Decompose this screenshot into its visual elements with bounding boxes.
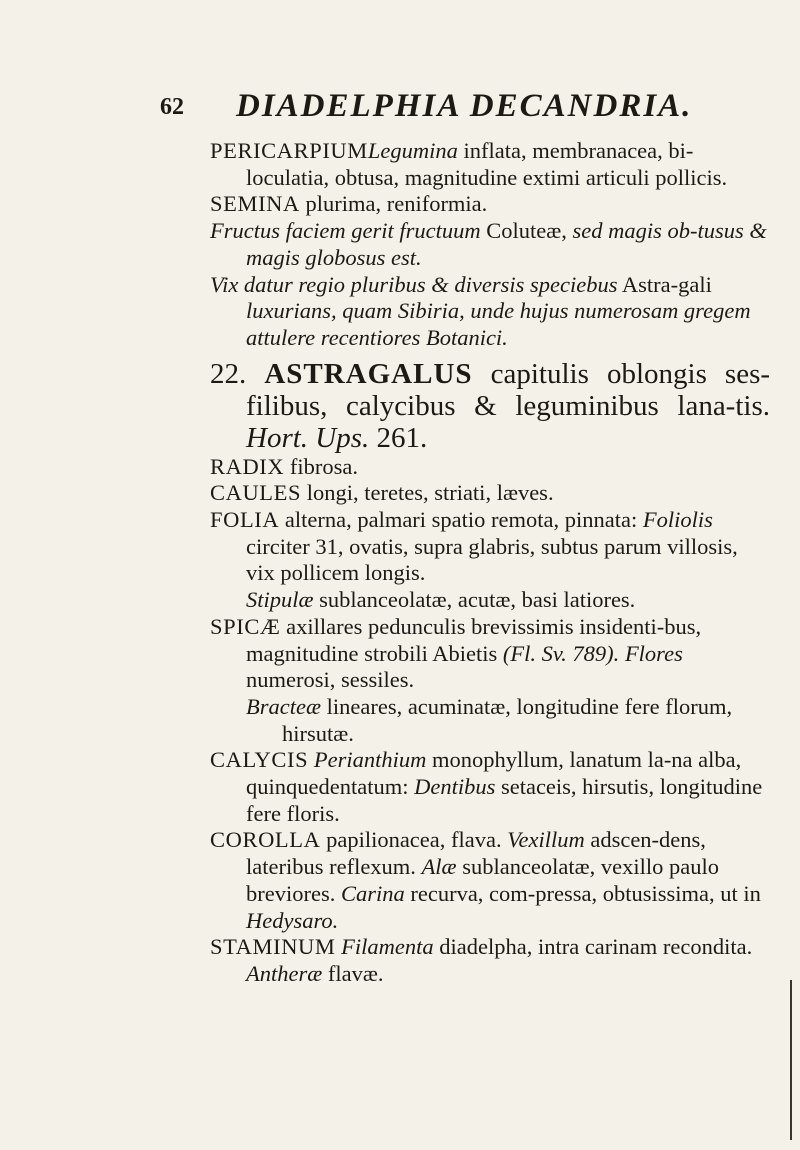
pericarpium-paragraph [210,138,770,191]
spicae-text-1: axillares pedunculis brevissimis insidenti-bus, magnitudine strobili Abietis [246,613,702,666]
bracteae-paragraph [210,694,770,747]
calyx-paragraph [210,747,770,827]
body-text [210,138,770,988]
corolla-text-3: sublanceolatæ, vexillo paulo breviores. [246,854,720,906]
calyx-term-1: Perianthium [313,747,427,773]
spicae-ref: (Fl. Sv. 789). [502,640,620,666]
pericarpium-term: Legumina [367,138,458,163]
fructus-text-2: sed magis ob-tusus & magis globosus est. [246,218,767,270]
bracteae-text: lineares, acuminatæ, longitudine fere florum, hirsutæ. [282,693,733,746]
fructus-label: Fructus [210,218,280,244]
caules-paragraph [210,480,770,507]
stipulae-text: sublanceolatæ, acutæ, basi latiores. [319,587,636,613]
genus-text: capitulis oblongis ses-filibus, calycibus & leguminibus lana-tis. [246,357,771,422]
caules-label: CAULES [210,480,302,506]
radix-text: fibrosa. [289,453,358,479]
fructus-text-1: faciem gerit fructuum [285,218,481,244]
stamina-term-1: Filamenta [341,934,434,960]
genus-ref-page: 261. [376,421,428,454]
stamina-text-1: diadelpha, intra carinam recondita. [439,934,753,960]
page-number: 62 [160,94,184,120]
caules-text: longi, teretes, striati, læves. [306,480,554,506]
page-edge-line [790,980,792,1140]
spicae-term: Flores [624,640,683,666]
calyx-text-2: setaceis, hirsutis, longitudine fere floris. [246,774,763,826]
genus-paragraph [210,358,770,454]
stipulae-paragraph [210,587,770,614]
stipulae-label: Stipulæ [246,587,314,613]
vix-text-4: unde hujus numerosam gregem attulere recentiores Botanici. [246,298,751,350]
fructus-name: Coluteæ, [486,218,567,244]
genus-number: 22. [210,357,247,390]
stamina-paragraph [210,934,770,987]
vix-paragraph [210,272,770,352]
semina-paragraph [210,191,770,218]
running-title: DIADELPHIA DECANDRIA. [236,88,693,124]
semina-label: SEMINA [210,191,300,217]
radix-paragraph [210,454,770,481]
genus-ref-2: Ups. [315,421,370,454]
calyx-term-2: Dentibus [414,774,496,800]
stamina-term-2: Antheræ [246,960,323,986]
stamina-text-2: flavæ. [327,960,384,986]
corolla-term-1: Vexillum [507,827,585,853]
genus-ref-1: Hort. [246,421,309,454]
folia-term: Foliolis [642,507,713,533]
vix-name: Astra-gali [621,271,712,297]
corolla-term-3: Carina [340,880,405,906]
corolla-paragraph [210,827,770,934]
corolla-text-1: papilionacea, flava. [326,827,502,853]
folia-text-2: circiter 31, ovatis, supra glabris, subtus parum villosis, vix pollicem longis. [246,533,738,586]
bracteae-label: Bracteæ [246,693,321,719]
vix-text-1: Vix datur regio pluribus & diversis speciebus [210,271,618,297]
corolla-term-4: Hedysaro. [246,907,339,933]
corolla-term-2: Alæ [421,854,457,880]
page-header [160,88,760,128]
fructus-paragraph [210,218,770,271]
semina-text: plurima, reniformia. [305,191,488,217]
pericarpium-text: inflata, membranacea, bi-loculatia, obtusa, magnitudine extimi articuli pollicis. [246,138,728,190]
folia-label: FOLIA [210,507,280,533]
radix-label: RADIX [210,453,285,479]
stamina-label: STAMINUM [210,934,336,960]
corolla-text-2: adscen-dens, lateribus reflexum. [246,827,706,880]
corolla-label: COROLLA [210,827,321,853]
folia-text-1: alterna, palmari spatio remota, pinnata: [284,507,638,533]
folia-paragraph [210,507,770,587]
spicae-paragraph [210,614,770,694]
vix-text-3: quam Sibiria, [342,298,465,324]
genus-name: ASTRAGALUS [264,357,473,390]
calyx-text-1: monophyllum, lanatum la-na alba, quinquedentatum: [246,747,742,800]
calyx-label: CALYCIS [210,747,309,773]
vix-text-2: luxurians, [246,298,337,324]
pericarpium-label: PERICARPIUM [210,138,368,163]
spicae-text-2: numerosi, sessiles. [246,667,415,693]
spicae-label: SPICÆ [210,613,281,639]
corolla-text-4: recurva, com-pressa, obtusissima, ut in [410,880,761,906]
